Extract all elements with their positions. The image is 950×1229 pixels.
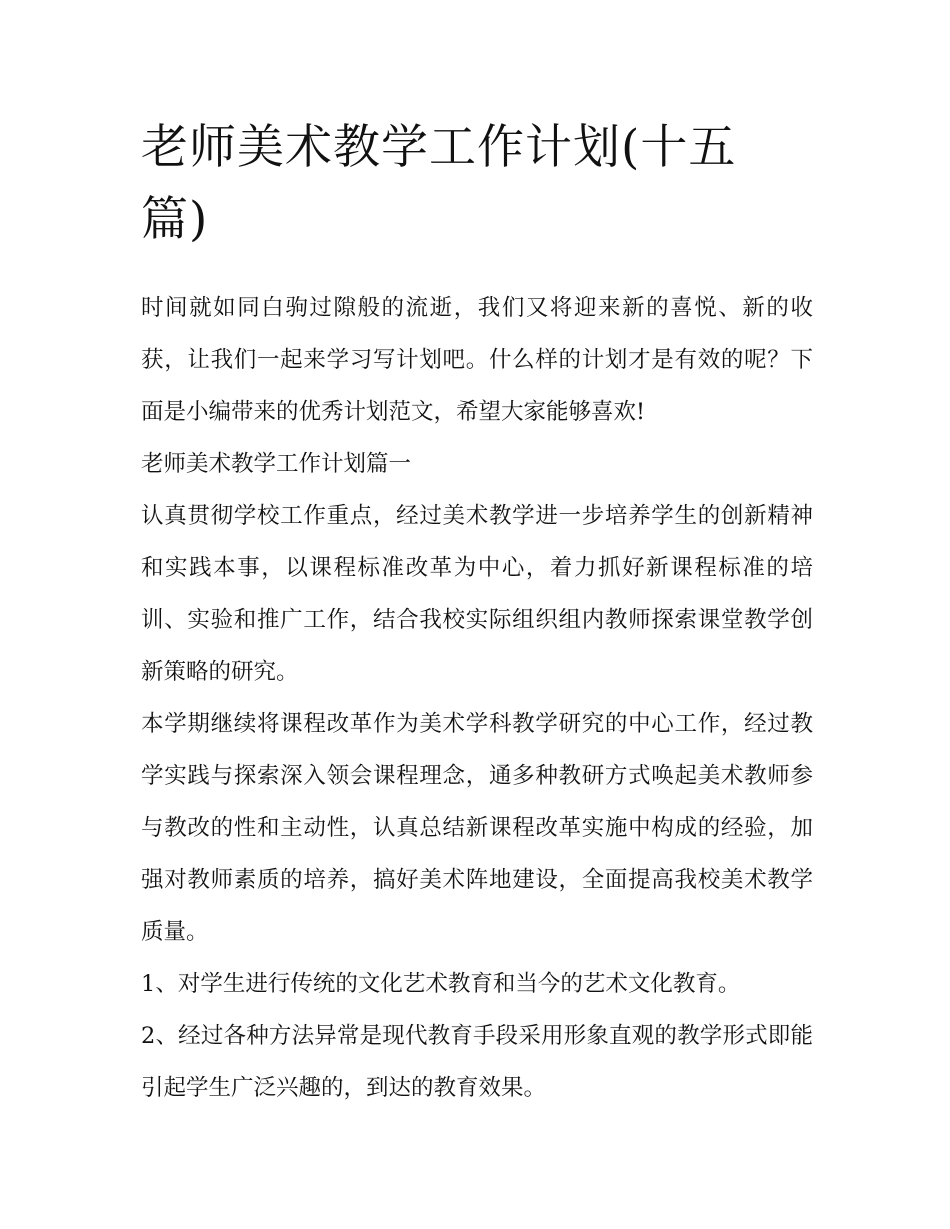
document-title: 老师美术教学工作计划(十五篇) <box>141 120 737 247</box>
document-body <box>141 282 813 1114</box>
body-paragraph-1: 认真贯彻学校工作重点，经过美术教学进一步培养学生的创新精神和实践本事，以课程标准改革为中心，着力抓好新课程标准的培训、实验和推广工作，结合我校实际组织组内教师探索课堂教学创新策略的研究。 <box>141 503 813 685</box>
list-item-2: 2、经过各种方法异常是现代教育手段采用形象直观的教学形式即能引起学生广泛兴趣的，到达的教育效果。 <box>141 1023 813 1101</box>
section-heading: 老师美术教学工作计划篇一 <box>141 451 412 477</box>
document-content <box>141 112 813 1114</box>
body-paragraph-2: 本学期继续将课程改革作为美术学科教学研究的中心工作，经过教学实践与探索深入领会课程理念，通多种教研方式唤起美术教师参与教改的性和主动性，认真总结新课程改革实施中构成的经验，加强对教师素质的培养，搞好美术阵地建设，全面提高我校美术教学质量。 <box>141 711 813 945</box>
list-item-1: 1、对学生进行传统的文化艺术教育和当今的艺术文化教育。 <box>141 971 741 997</box>
intro-paragraph: 时间就如同白驹过隙般的流逝，我们又将迎来新的喜悦、新的收获，让我们一起来学习写计划吧。什么样的计划才是有效的呢？下面是小编带来的优秀计划范文，希望大家能够喜欢! <box>141 295 813 425</box>
